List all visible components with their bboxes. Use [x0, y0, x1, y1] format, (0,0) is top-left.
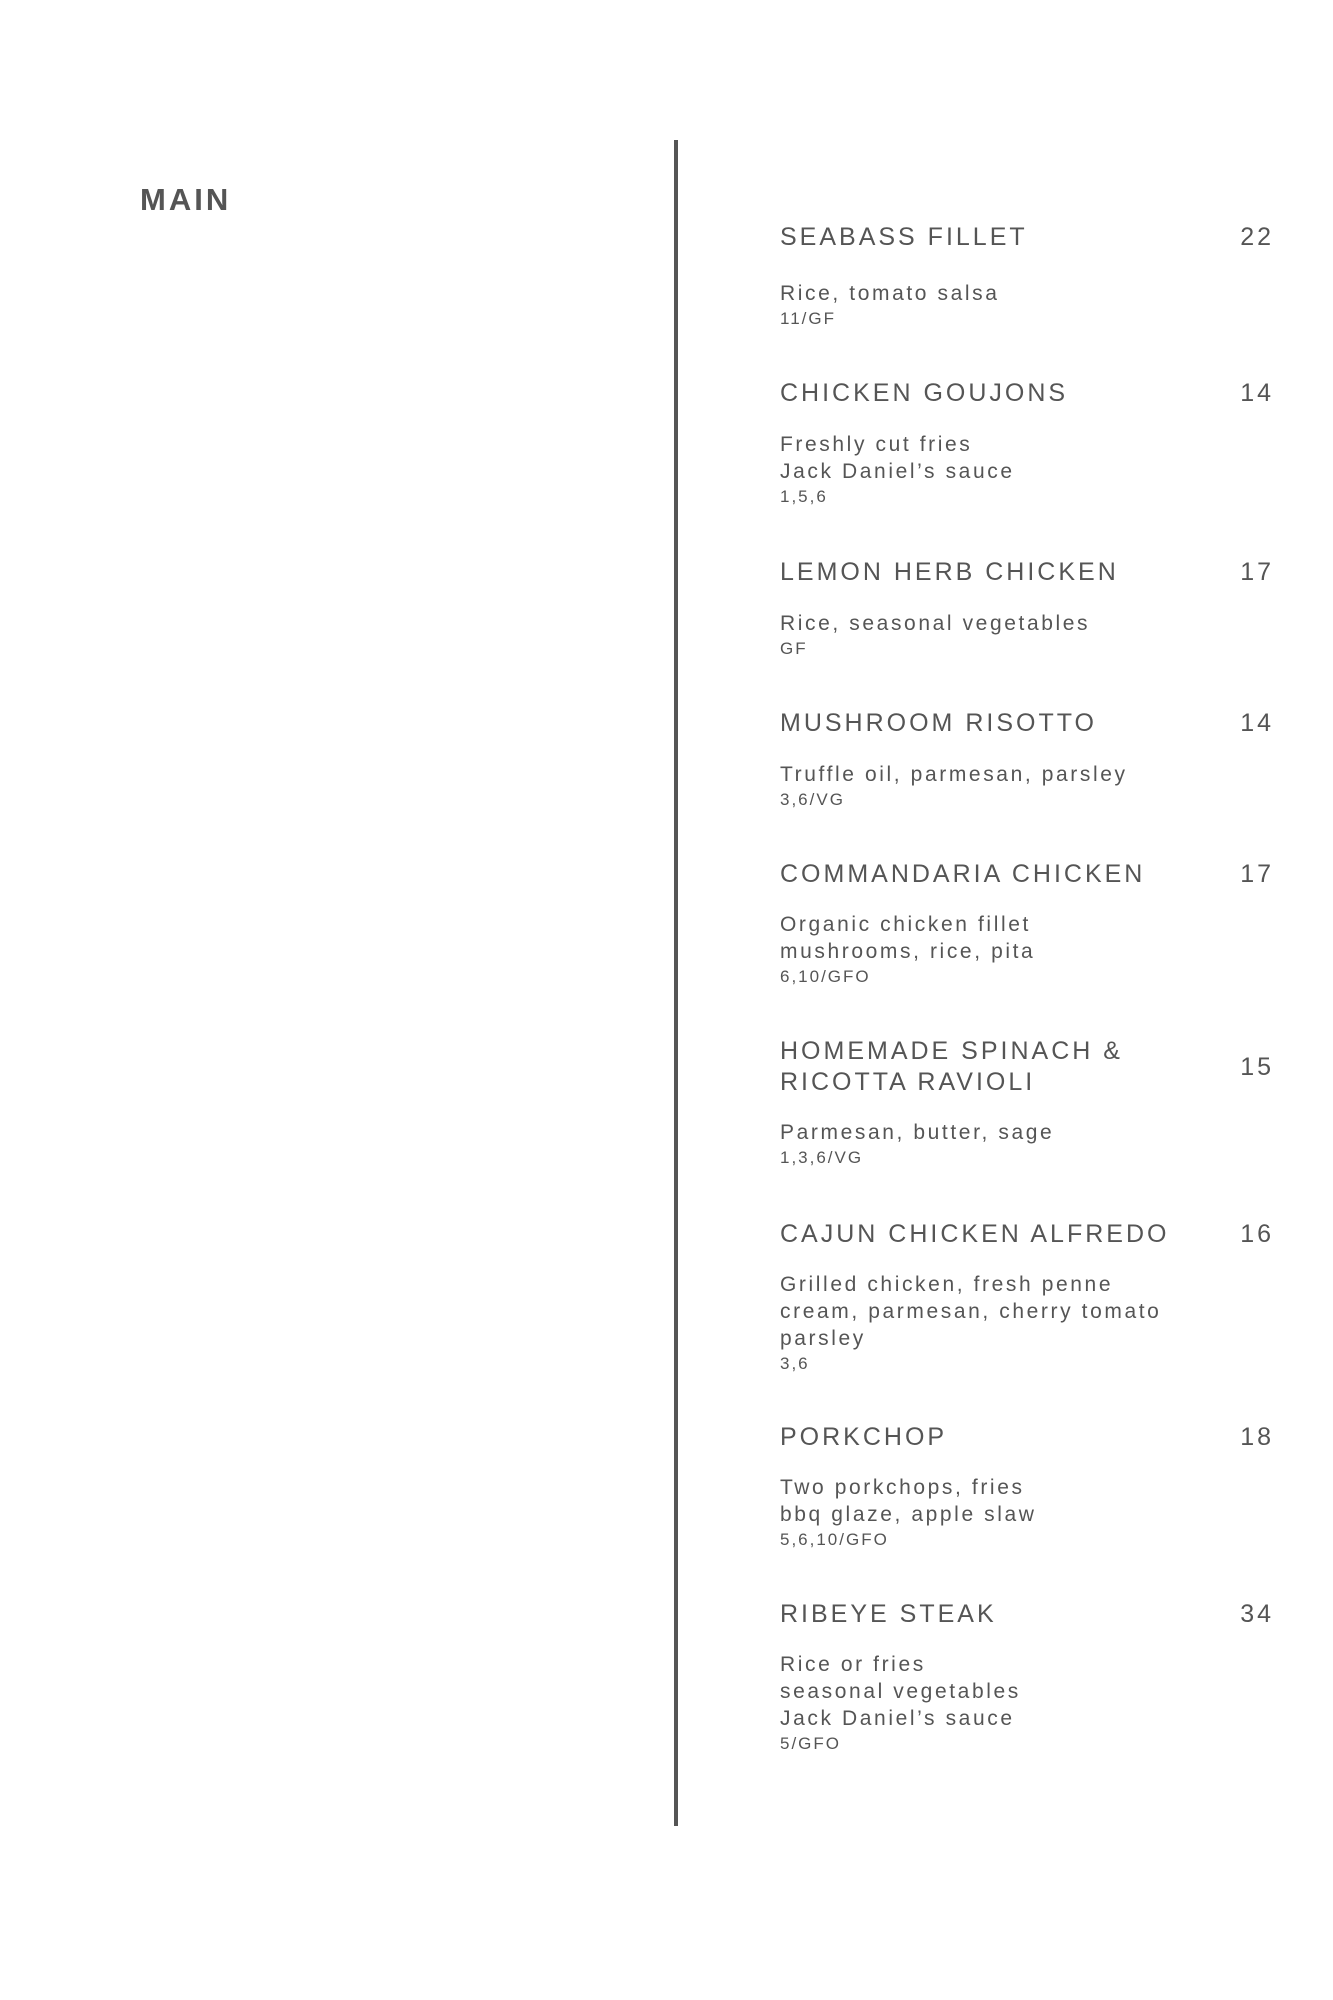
allergen-codes: 5/GFO [780, 1734, 842, 1753]
item-name: CAJUN CHICKEN ALFREDO [780, 1220, 1170, 1248]
item-name: CHICKEN GOUJONS [780, 379, 1069, 407]
item-name: LEMON HERB CHICKEN [780, 558, 1119, 586]
item-description [780, 280, 1250, 331]
description-line: Parmesan, butter, sage [780, 1121, 1055, 1144]
vertical-divider [674, 140, 678, 1826]
description-line: parsley [780, 1327, 866, 1350]
item-price: 34 [1240, 1600, 1274, 1628]
description-line: Rice, seasonal vegetables [780, 612, 1091, 635]
section-title: MAIN [140, 182, 232, 217]
description-line: seasonal vegetables [780, 1680, 1021, 1703]
allergen-codes: 11/GF [780, 309, 836, 328]
item-name-line: HOMEMADE SPINACH & [780, 1037, 1123, 1065]
description-line: Organic chicken fillet [780, 913, 1031, 936]
allergen-codes: 5,6,10/GFO [780, 1530, 889, 1549]
item-price: 17 [1240, 860, 1274, 888]
description-line: Grilled chicken, fresh penne [780, 1273, 1114, 1296]
item-description [780, 761, 1250, 812]
item-price: 14 [1240, 709, 1274, 737]
item-name: PORKCHOP [780, 1423, 948, 1451]
description-line: Jack Daniel’s sauce [780, 1707, 1015, 1730]
description-line: Two porkchops, fries [780, 1476, 1025, 1499]
description-line: mushrooms, rice, pita [780, 940, 1036, 963]
item-description [780, 610, 1250, 661]
item-name [780, 1036, 1170, 1098]
item-description [780, 1474, 1250, 1552]
item-name: RIBEYE STEAK [780, 1600, 997, 1628]
allergen-codes: 1,3,6/VG [780, 1148, 864, 1167]
item-name: COMMANDARIA CHICKEN [780, 860, 1146, 888]
item-price: 16 [1240, 1220, 1274, 1248]
allergen-codes: 3,6 [780, 1354, 810, 1373]
item-description [780, 1271, 1250, 1376]
item-description [780, 1651, 1250, 1756]
description-line: Rice or fries [780, 1653, 926, 1676]
allergen-codes: 3,6/VG [780, 790, 845, 809]
item-description [780, 431, 1250, 509]
description-line: Truffle oil, parmesan, parsley [780, 763, 1128, 786]
description-line: Rice, tomato salsa [780, 282, 1000, 305]
item-description [780, 911, 1250, 989]
item-price: 17 [1240, 558, 1274, 586]
item-name: MUSHROOM RISOTTO [780, 709, 1097, 737]
item-price: 15 [1240, 1053, 1274, 1081]
item-price: 22 [1240, 223, 1274, 251]
description-line: cream, parmesan, cherry tomato [780, 1300, 1162, 1323]
description-line: Freshly cut fries [780, 433, 973, 456]
item-name-line: RICOTTA RAVIOLI [780, 1068, 1036, 1096]
description-line: bbq glaze, apple slaw [780, 1503, 1037, 1526]
allergen-codes: GF [780, 639, 808, 658]
item-name: SEABASS FILLET [780, 223, 1028, 251]
item-price: 18 [1240, 1423, 1274, 1451]
allergen-codes: 1,5,6 [780, 487, 828, 506]
item-price: 14 [1240, 379, 1274, 407]
item-description [780, 1119, 1250, 1170]
allergen-codes: 6,10/GFO [780, 967, 871, 986]
menu-list [780, 0, 1280, 2000]
description-line: Jack Daniel’s sauce [780, 460, 1015, 483]
